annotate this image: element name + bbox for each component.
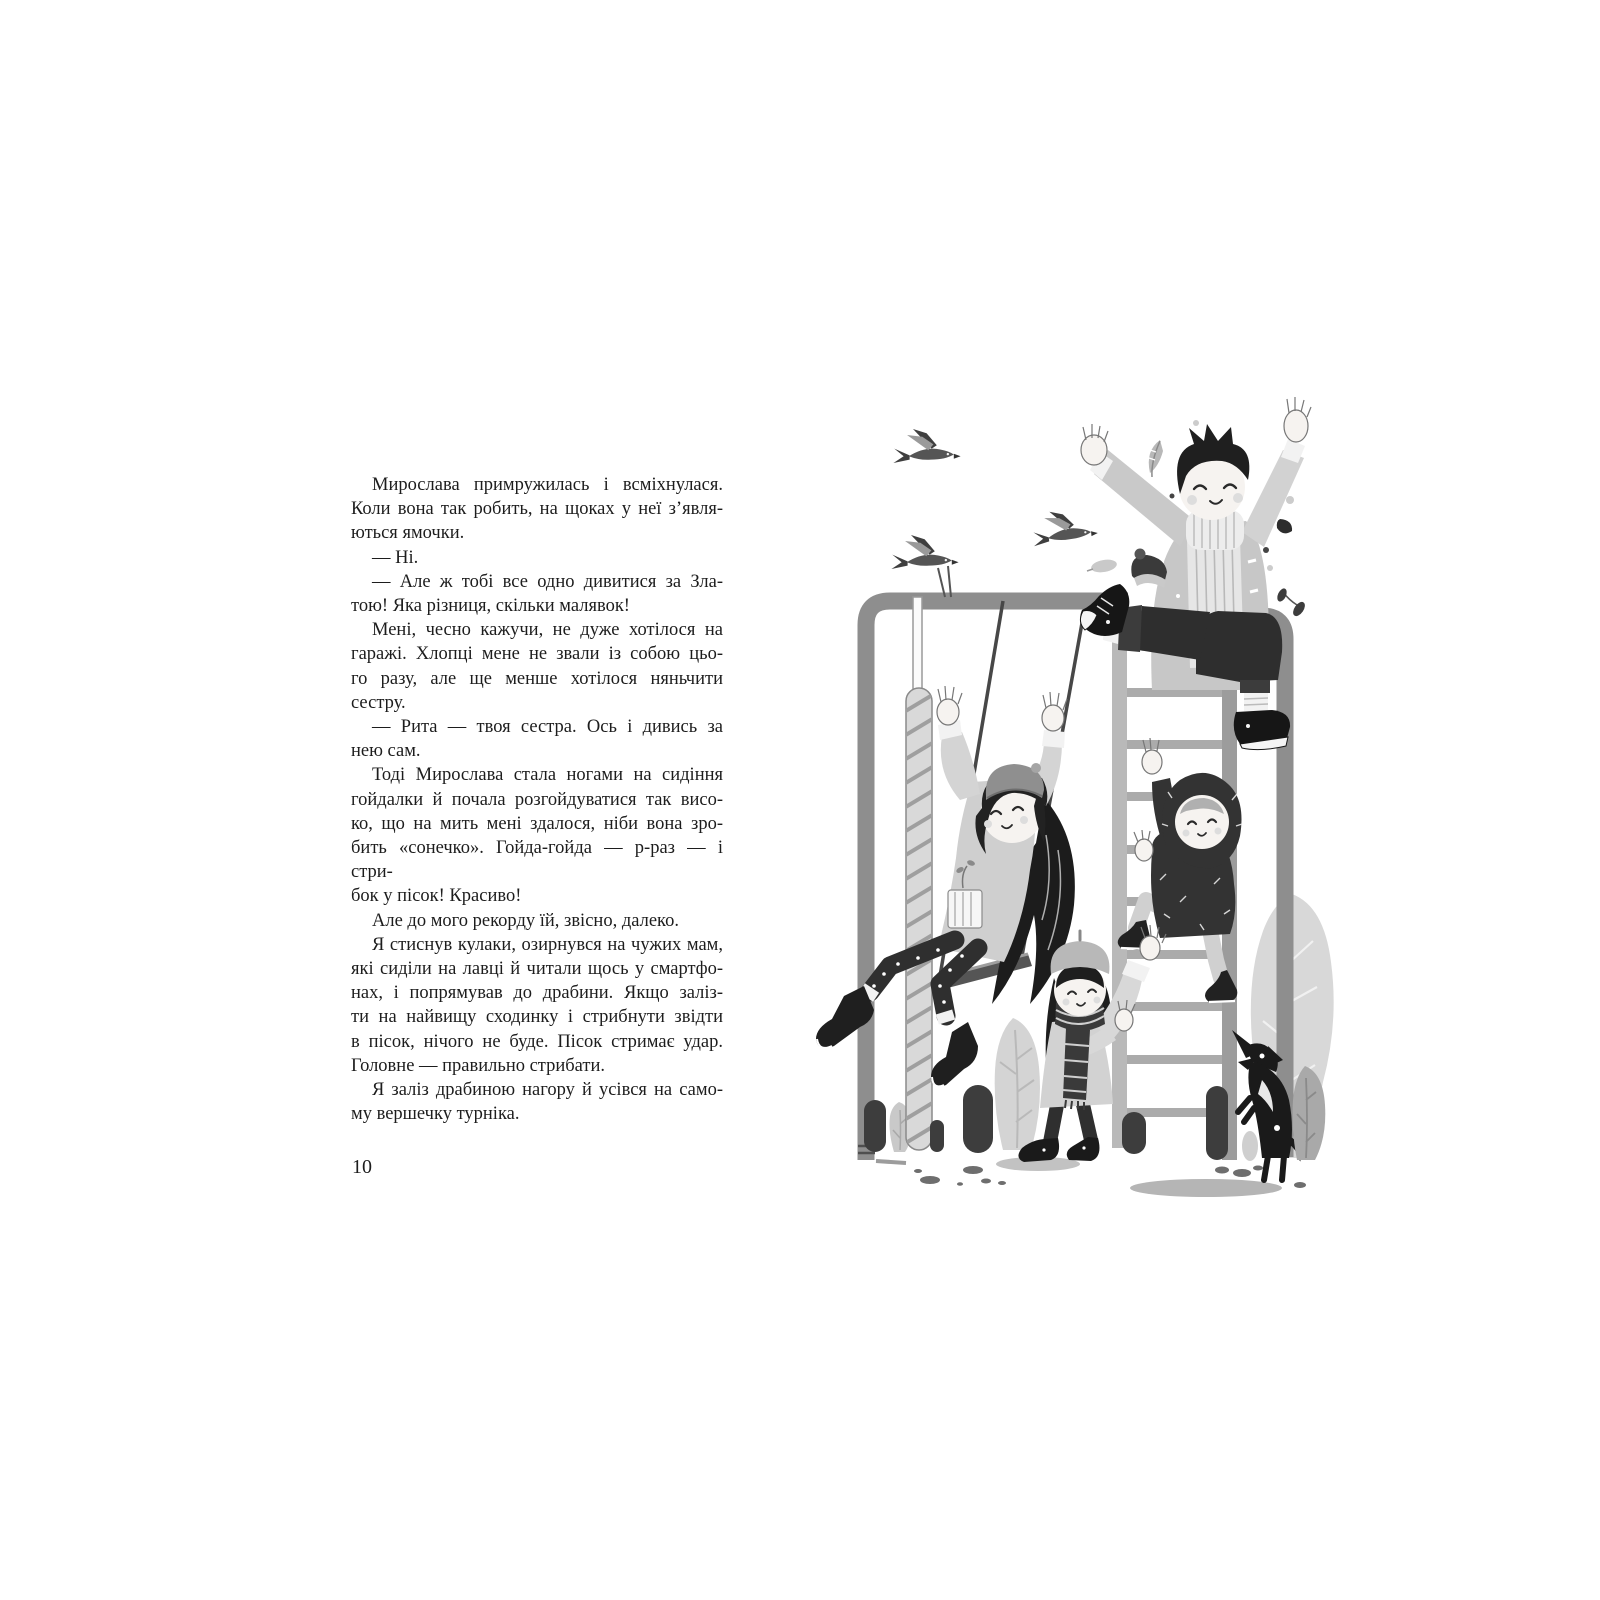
paragraph [351,909,723,933]
bird-icon [1031,507,1099,546]
text-line: бок у пісок! Красиво! [351,886,522,907]
girl-on-swing [816,686,1075,1087]
bird-icon [891,535,958,569]
text-line: в пісок, нічого не буде. Пісок стримає удар. [351,1031,723,1052]
climbing-rope [904,597,934,1150]
paragraph [351,933,723,1078]
text-line: нею сам. [351,741,421,762]
rita-hand [1140,936,1160,960]
paragraph [351,763,723,908]
text-line: Але до мого рекорду їй, звісно, далеко. [372,910,679,931]
text-line: — Ні. [372,547,419,568]
text-line: му вершечку турніка. [351,1104,520,1125]
text-line: Я стиснув кулаки, озирнувся на чужих мам, [372,934,723,955]
paragraph [351,570,723,618]
sweater-pocket [948,890,982,928]
text-line: ються ямочки. [351,523,465,544]
paragraph [351,715,723,763]
feather [1149,440,1163,477]
paragraph [351,618,723,715]
text-line: Головне — правильно стрибати. [351,1055,606,1076]
falling-leaf [1087,558,1118,574]
boy-hand [1284,410,1308,442]
boy-pants [1196,611,1282,682]
text-line: нах, і попрямував до драбини. Якщо заліз- [351,983,723,1004]
rita-scarf-tail [1063,1028,1090,1100]
kid-hand [1135,839,1153,861]
playground-illustration [790,380,1350,1210]
girl-hand [1042,705,1064,731]
text-line: які сиділи на лавці й читали щось у смартфо- [351,959,723,980]
page-number: 10 [352,1156,372,1178]
text-line: Мені, чесно кажучи, не дуже хотілося на [372,620,723,641]
rita-hand [1115,1009,1133,1031]
text-block [351,473,723,1126]
paragraph [351,473,723,546]
text-line: Коли вона так робить, на щоках у неї з’явля- [351,499,723,520]
boy-arm-right [1242,450,1304,547]
girl-boot [931,1022,978,1087]
text-line: бить «сонечко». Гойда-гойда — р-раз — і стри- [351,838,723,883]
falling-hat [1131,549,1167,589]
puddle [1130,1179,1282,1197]
paragraph [351,546,723,570]
sprout [1242,1131,1258,1161]
ground [914,1166,1306,1198]
text-line: Мирослава примружилась і всміхнулася. [372,475,723,495]
text-line: сестру. [351,692,406,713]
text-line: гойдалки й почала розгойдуватися так висо- [351,789,723,810]
paragraph [351,1078,723,1126]
text-line: гаражі. Хлопці мене не звали із собою цьо- [351,644,723,665]
text-line: — Але ж тобі все одно дивитися за Зла- [372,571,723,592]
text-line: Я заліз драбиною нагору й усівся на само- [372,1080,723,1101]
text-line: ти на найвищу сходинку і стрибнути звідти [351,1007,723,1028]
text-line: ко, що на мить мені здалося, ніби вона зро- [351,813,723,834]
bird-legs [938,566,951,597]
boy-hand [1081,435,1107,465]
girl-hand [937,699,959,725]
bird-icon [893,429,960,463]
text-line: го разу, але ще менше хотілося няньчити [351,668,723,689]
text-line: Тоді Мирослава стала ногами на сидіння [372,765,723,786]
text-line: тою! Яка різниця, скільки малявок! [351,596,630,617]
birds-group [891,429,1098,597]
text-line: — Рита — твоя сестра. Ось і дивись за [372,717,723,738]
kid-hand [1142,750,1162,774]
